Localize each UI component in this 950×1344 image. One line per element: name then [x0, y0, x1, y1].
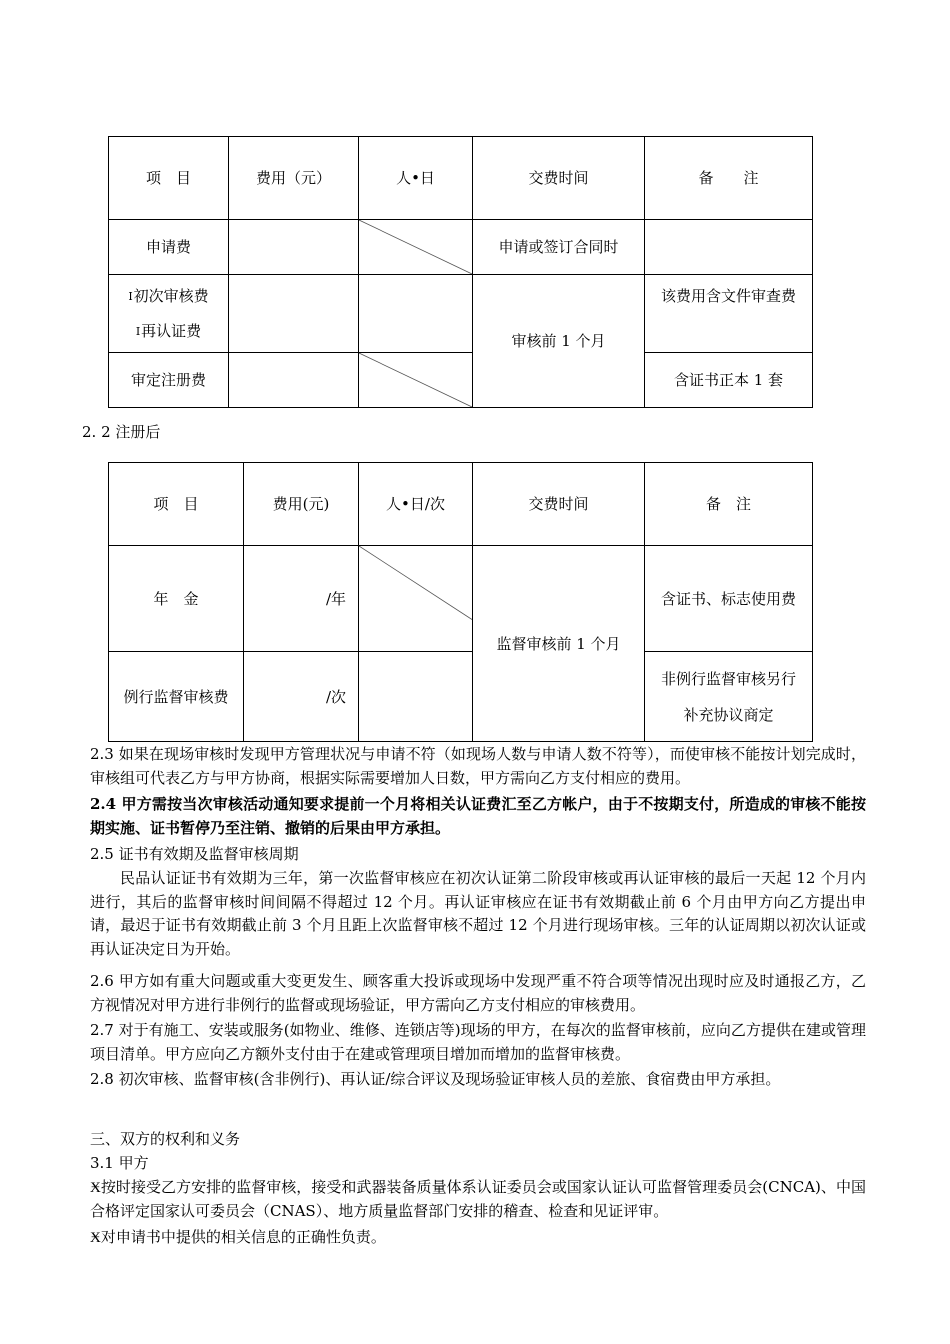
- clause-2-8: 2.8 初次审核、监督审核(含非例行)、再认证/综合评议及现场验证审核人员的差旅、食宿费由甲方承担。: [90, 1070, 781, 1088]
- table-row: [109, 353, 813, 408]
- cell-remarks: 含证书、标志使用费: [645, 546, 813, 652]
- header-person-day-per-time: 人•日/次: [359, 463, 473, 546]
- header-remarks: 备 注: [645, 463, 813, 546]
- section-3-1-heading: 3.1 甲方: [90, 1154, 149, 1172]
- cell-item: 年 金: [109, 546, 244, 652]
- list-marker: Ӿ: [90, 1178, 101, 1196]
- clause-2-4: 2.4 甲方需按当次审核活动通知要求提前一个月将相关认证费汇至乙方帐户，由于不按期支付，所造成的审核不能按期实施、证书暂停乃至注销、撤销的后果由甲方承担。: [90, 795, 866, 837]
- cell-person-day: [359, 275, 473, 353]
- header-fee: 费用（元）: [229, 137, 359, 220]
- item-initial-audit: 初次审核费: [133, 286, 209, 305]
- list-item: [90, 1226, 866, 1250]
- clause-2-7: 2.7 对于有施工、安装或服务(如物业、维修、连锁店等)现场的甲方，在每次的监督审核前，应向乙方提供在建或管理项目清单。甲方应向乙方额外支付由于在建或管理项目增加而增加的监督审核费。: [90, 1021, 866, 1063]
- list-marker: Ӿ: [90, 1228, 101, 1246]
- cell-item: [109, 275, 229, 353]
- table-header-row: [109, 463, 813, 546]
- cell-remarks: 该费用含文件审查费: [645, 275, 813, 353]
- header-payment-time: 交费时间: [473, 463, 645, 546]
- clause-2-3: 2.3 如果在现场审核时发现甲方管理状况与申请不符（如现场人数与申请人数不符等），而使审核不能按计划完成时，审核组可代表乙方与甲方协商，根据实际需要增加人日数，甲方需向乙方支付相应的费用。: [90, 745, 866, 787]
- cell-fee: /年: [244, 546, 359, 652]
- item-recertification: 再认证费: [141, 321, 202, 340]
- clause-2-6: 2.6 甲方如有重大问题或重大变更发生、顾客重大投诉或现场中发现严重不符合项等情况出现时应及时通报乙方，乙方视情况对甲方进行非例行的监督或现场验证，甲方需向乙方支付相应的审核费用。: [90, 972, 866, 1014]
- bullet-mark: I: [128, 289, 133, 303]
- table-row: [109, 546, 813, 652]
- cell-remarks: [645, 220, 813, 275]
- header-item: 项 目: [109, 463, 244, 546]
- fee-table-after-registration: [108, 462, 813, 742]
- cell-remarks: 含证书正本 1 套: [645, 353, 813, 408]
- fee-table-initial: [108, 136, 813, 408]
- cell-payment-time: 审核前 1 个月: [473, 275, 645, 408]
- cell-fee: /次: [244, 652, 359, 742]
- table-header-row: [109, 137, 813, 220]
- cell-item: 申请费: [109, 220, 229, 275]
- table-row: [109, 220, 813, 275]
- header-payment-time: 交费时间: [473, 137, 645, 220]
- cell-payment-time: 申请或签订合同时: [473, 220, 645, 275]
- header-fee: 费用(元): [244, 463, 359, 546]
- clause-2-5-body: 民品认证证书有效期为三年，第一次监督审核应在初次认证第二阶段审核或再认证审核的最后一天起 12 个月内进行，其后的监督审核时间间隔不得超过 12 个月。再认证审核应在证书有效期截止前 6 个月由甲方向乙方提出申请，最迟于证书有效期截止前 3 个月且距上次监督审核不超过 12 个月进行现场审核。三年的认证周期以初次认证或再认证决定日为开始。: [90, 869, 866, 958]
- cell-item: 审定注册费: [109, 353, 229, 408]
- obligation-accept-audit: 按时接受乙方安排的监督审核，接受和武器装备质量体系认证委员会或国家认证认可监督管理委员会(CNCA)、中国合格评定国家认可委员会（CNAS）、地方质量监督部门安排的稽查、检查和见证评审。: [90, 1178, 866, 1220]
- cell-slash: [359, 353, 473, 408]
- section-3-heading: 三、双方的权利和义务: [90, 1130, 241, 1148]
- header-remarks: 备 注: [645, 137, 813, 220]
- bullet-mark: I: [135, 324, 141, 338]
- list-item: [90, 1176, 866, 1223]
- header-item: 项 目: [109, 137, 229, 220]
- cell-payment-time: 监督审核前 1 个月: [473, 546, 645, 742]
- cell-item: 例行监督审核费: [109, 652, 244, 742]
- cell-fee: [229, 220, 359, 275]
- section-2-2-heading: 2. 2 注册后: [82, 423, 161, 441]
- table-row: [109, 652, 813, 742]
- cell-fee: [229, 275, 359, 353]
- header-person-day: 人•日: [359, 137, 473, 220]
- clause-2-5-title: 2.5 证书有效期及监督审核周期: [90, 845, 299, 863]
- table-row: [109, 275, 813, 353]
- cell-slash: [359, 546, 473, 652]
- cell-fee: [229, 353, 359, 408]
- obligation-info-accuracy: 对申请书中提供的相关信息的正确性负责。: [100, 1228, 386, 1246]
- cell-remarks: 非例行监督审核另行补充协议商定: [645, 652, 813, 742]
- cell-slash: [359, 220, 473, 275]
- cell-person-day: [359, 652, 473, 742]
